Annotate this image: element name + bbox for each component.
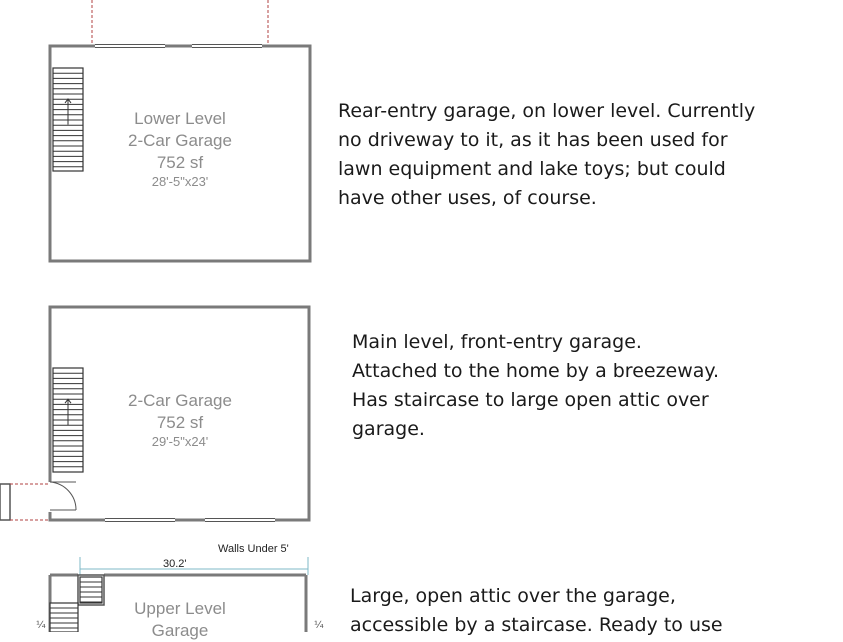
upper-level-room-label	[100, 598, 260, 642]
level-marker-right: ¼	[314, 620, 324, 631]
lower-level-room-name: 2-Car Garage	[128, 131, 232, 151]
upper-level-landing-treads	[80, 577, 102, 603]
lower-level-room-label	[100, 108, 260, 191]
entry-door	[0, 482, 76, 520]
lower-level-title: Lower Level	[134, 109, 226, 128]
upper-level-width-label: 30.2'	[163, 558, 187, 570]
lower-level-staircase	[53, 68, 83, 171]
upper-level-title: Upper Level	[134, 599, 226, 618]
upper-cutoff-room	[92, 0, 268, 46]
level-marker-left: ¼	[36, 620, 46, 631]
lower-level-dimensions: 28'-5"x23'	[151, 174, 209, 190]
main-level-area: 752 sf	[156, 413, 204, 433]
upper-level-description: Large, open attic over the garage, accessible by a staircase. Ready to use	[350, 585, 723, 636]
main-level-room-name: 2-Car Garage	[128, 391, 232, 410]
lower-level-area: 752 sf	[156, 153, 204, 173]
walls-under-note: Walls Under 5'	[218, 543, 289, 555]
upper-level-room-name: Garage	[151, 621, 209, 641]
main-level-staircase	[53, 368, 83, 472]
main-level-room-label	[100, 390, 260, 451]
main-level-description: Main level, front-entry garage. Attached to the home by a breezeway. Has staircase to large open attic over garage.	[352, 331, 720, 440]
main-level-dimensions: 29'-5"x24'	[151, 434, 209, 450]
upper-level-staircase	[50, 603, 78, 632]
lower-level-description: Rear-entry garage, on lower level. Currently no driveway to it, as it has been used for lawn equipment and lake toys; but could have other uses, of course.	[338, 100, 756, 209]
upper-level-width-dimension	[80, 557, 308, 575]
